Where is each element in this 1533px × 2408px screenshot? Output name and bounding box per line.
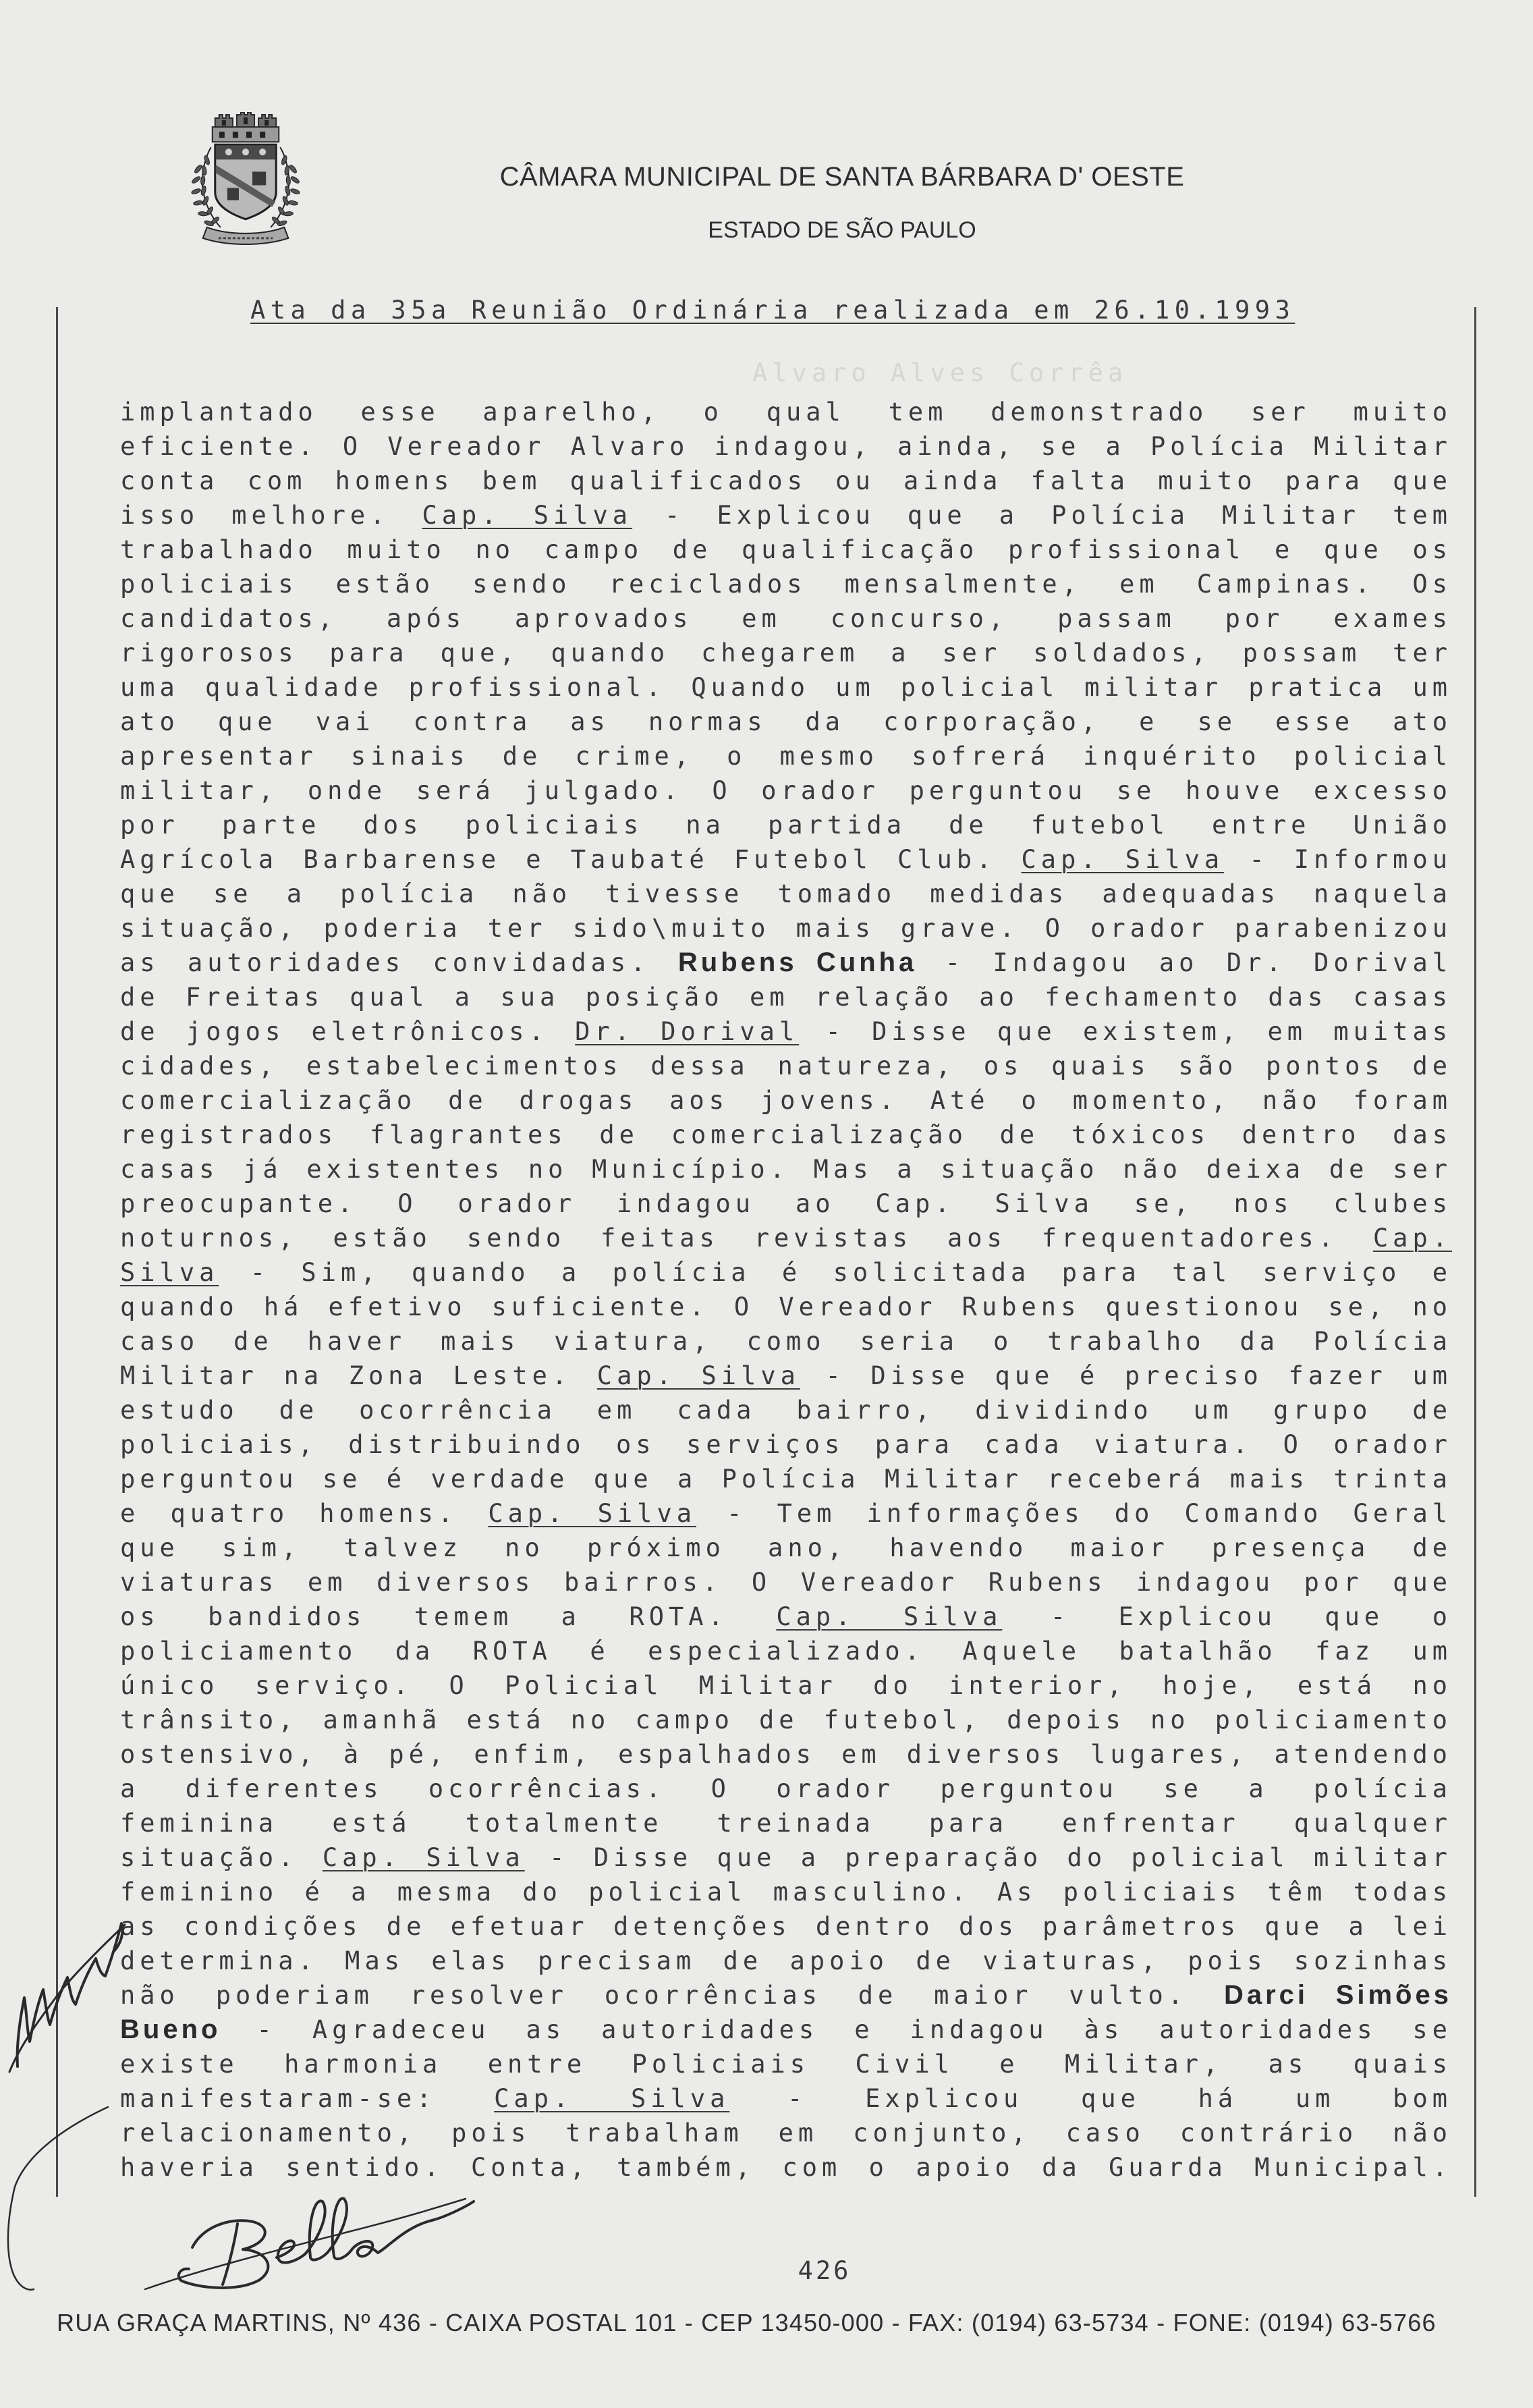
text-segment: - Informou	[1224, 845, 1452, 874]
text-segment: determina. Mas elas precisam de apoio de viaturas, pois sozinhas	[120, 1946, 1452, 1975]
state-name: ESTADO DE SÃO PAULO	[708, 217, 976, 243]
bold-speaker: Rubens Cunha	[677, 948, 918, 977]
text-segment: - Disse que existem, em muitas	[799, 1017, 1452, 1046]
underlined-speaker: Cap.	[1372, 1224, 1452, 1253]
text-line	[120, 1599, 1452, 1634]
text-segment: militar, onde será julgado. O orador perguntou se houve excesso	[120, 776, 1452, 805]
text-segment: as condições de efetuar detenções dentro dos parâmetros que a lei	[120, 1912, 1452, 1941]
text-segment: Militar na Zona Leste.	[120, 1361, 597, 1390]
text-line	[120, 2150, 1452, 2185]
text-segment: não poderiam resolver ocorrências de maior vulto.	[120, 1981, 1224, 2010]
text-line	[120, 1359, 1452, 1393]
text-segment: trabalhado muito no campo de qualificação profissional e que os	[120, 535, 1452, 564]
text-line	[120, 464, 1452, 498]
text-segment: rigorosos para que, quando chegarem a ser soldados, possam ter	[120, 638, 1452, 667]
text-line	[120, 498, 1452, 532]
text-line	[120, 739, 1452, 773]
text-line	[120, 705, 1452, 739]
text-line	[120, 1806, 1452, 1840]
text-segment: - Tem informações do Comando Geral	[696, 1499, 1452, 1528]
text-segment: comercialização de drogas aos jovens. Até o momento, não foram	[120, 1086, 1452, 1115]
text-segment: existe harmonia entre Policiais Civil e Militar, as quais	[120, 2050, 1452, 2079]
text-segment: feminina está totalmente treinada para enfrentar qualquer	[120, 1809, 1452, 1838]
text-segment: policiais, distribuindo os serviços para cada viatura. O orador	[120, 1430, 1452, 1459]
text-line	[120, 636, 1452, 670]
text-segment: haveria sentido. Conta, também, com o apoio da Guarda Municipal.	[120, 2153, 1452, 2182]
text-line	[120, 1118, 1452, 1152]
text-segment: noturnos, estão sendo feitas revistas aos frequentadores.	[120, 1224, 1373, 1253]
text-line	[120, 1427, 1452, 1462]
text-line	[120, 1944, 1452, 1978]
underlined-speaker: Cap. Silva	[494, 2084, 730, 2113]
text-segment: viaturas em diversos bairros. O Vereador Rubens indagou por que	[120, 1568, 1452, 1597]
text-line	[120, 1393, 1452, 1427]
text-segment: a diferentes ocorrências. O orador perguntou se a polícia	[120, 1774, 1452, 1803]
text-segment: policiamento da ROTA é especializado. Aquele batalhão faz um	[120, 1637, 1452, 1666]
text-line	[120, 1668, 1452, 1703]
text-segment: isso melhore.	[120, 501, 422, 530]
text-segment: ostensivo, à pé, enfim, espalhados em diversos lugares, atendendo	[120, 1740, 1452, 1769]
text-line	[120, 946, 1452, 980]
text-segment: que se a polícia não tivesse tomado medidas adequadas naquela	[120, 879, 1452, 908]
text-segment: - Agradeceu as autoridades e indagou às autoridades se	[221, 2015, 1452, 2044]
text-line	[120, 567, 1452, 601]
text-segment: - Indagou ao Dr. Dorival	[917, 948, 1452, 977]
page-number: 426	[798, 2256, 852, 2285]
text-line	[120, 1565, 1452, 1599]
left-margin-rule	[56, 307, 58, 2197]
text-segment: quando há efetivo suficiente. O Vereador Rubens questionou se, no	[120, 1292, 1452, 1321]
underlined-speaker: Cap. Silva	[596, 1361, 800, 1390]
text-line	[120, 1703, 1452, 1737]
text-segment: feminino é a mesma do policial masculino. As policiais têm todas	[120, 1878, 1452, 1907]
text-segment: apresentar sinais de crime, o mesmo sofrerá inquérito policial	[120, 742, 1452, 771]
text-segment: perguntou se é verdade que a Polícia Militar receberá mais trinta	[120, 1465, 1452, 1494]
text-segment: - Explicou que a Polícia Militar tem	[632, 501, 1452, 530]
text-line	[120, 1186, 1452, 1221]
text-line	[120, 808, 1452, 842]
text-line	[120, 1290, 1452, 1324]
text-segment: ato que vai contra as normas da corporação, e se esse ato	[120, 707, 1452, 736]
text-line	[120, 1255, 1452, 1290]
text-segment: relacionamento, pois trabalham em conjunto, caso contrário não	[120, 2118, 1452, 2147]
text-segment: as autoridades convidadas.	[120, 948, 678, 977]
text-segment: - Explicou que há um bom	[729, 2084, 1452, 2113]
page-title: Ata da 35a Reunião Ordinária realizada em 26.10.1993	[250, 296, 1295, 325]
text-line	[120, 2081, 1452, 2116]
footer-address: RUA GRAÇA MARTINS, Nº 436 - CAIXA POSTAL 101 - CEP 13450-000 - FAX: (0194) 63-5734 - FONE: (0194) 63-5766	[57, 2309, 1437, 2336]
text-line	[120, 601, 1452, 636]
text-segment: - Disse que é preciso fazer um	[800, 1361, 1452, 1390]
text-line	[120, 1014, 1452, 1049]
signature-bottom	[145, 2198, 474, 2289]
text-line	[120, 1909, 1452, 1944]
text-segment: policiais estão sendo reciclados mensalmente, em Campinas. Os	[120, 570, 1452, 599]
text-segment: estudo de ocorrência em cada bairro, dividindo um grupo de	[120, 1396, 1452, 1425]
text-segment: caso de haver mais viatura, como seria o trabalho da Polícia	[120, 1327, 1452, 1356]
text-segment: de jogos eletrônicos.	[120, 1017, 576, 1046]
text-segment: situação, poderia ter sido\muito mais grave. O orador parabenizou	[120, 914, 1452, 943]
bold-speaker: Darci Simões	[1223, 1980, 1452, 2010]
text-segment: manifestaram-se:	[120, 2084, 495, 2113]
underlined-speaker: Cap. Silva	[488, 1499, 697, 1528]
text-line	[120, 980, 1452, 1014]
right-margin-rule	[1474, 307, 1476, 2197]
underlined-speaker: Cap. Silva	[422, 501, 633, 530]
text-line	[120, 1531, 1452, 1565]
text-line	[120, 1152, 1452, 1186]
text-segment: - Sim, quando a polícia é solicitada para tal serviço e	[219, 1258, 1452, 1287]
text-segment: eficiente. O Vereador Alvaro indagou, ainda, se a Polícia Militar	[120, 432, 1452, 461]
text-segment: os bandidos temem a ROTA.	[120, 1602, 777, 1631]
text-line	[120, 2013, 1452, 2047]
text-segment: candidatos, após aprovados em concurso, passam por exames	[120, 604, 1452, 633]
text-line	[120, 532, 1452, 567]
text-segment: cidades, estabelecimentos dessa natureza, os quais são pontos de	[120, 1051, 1452, 1080]
institution-name: CÂMARA MUNICIPAL DE SANTA BÁRBARA D' OESTE	[499, 162, 1185, 192]
text-line	[120, 1221, 1452, 1255]
underlined-speaker: Cap. Silva	[322, 1843, 525, 1872]
text-line	[120, 1875, 1452, 1909]
text-segment: casas já existentes no Município. Mas a situação não deixa de ser	[120, 1155, 1452, 1184]
text-line	[120, 1083, 1452, 1118]
text-line	[120, 842, 1452, 877]
underlined-speaker: Silva	[120, 1258, 219, 1287]
text-segment: Agrícola Barbarense e Taubaté Futebol Club.	[120, 845, 1022, 874]
text-segment: situação.	[120, 1843, 323, 1872]
text-segment: por parte dos policiais na partida de futebol entre União	[120, 811, 1452, 840]
text-segment: uma qualidade profissional. Quando um policial militar pratica um	[120, 673, 1452, 702]
text-segment: único serviço. O Policial Militar do interior, hoje, está no	[120, 1671, 1452, 1700]
text-line	[120, 1049, 1452, 1083]
coat-of-arms-icon	[188, 112, 304, 251]
text-segment: de Freitas qual a sua posição em relação ao fechamento das casas	[120, 983, 1452, 1012]
text-segment: conta com homens bem qualificados ou ainda falta muito para que	[120, 466, 1452, 495]
text-line	[120, 1462, 1452, 1496]
text-line	[120, 773, 1452, 808]
bold-speaker: Bueno	[120, 2015, 221, 2044]
text-line	[120, 670, 1452, 705]
text-line	[120, 911, 1452, 946]
underlined-speaker: Cap. Silva	[1021, 845, 1225, 874]
text-line	[120, 1737, 1452, 1772]
text-line	[120, 429, 1452, 464]
text-segment: implantado esse aparelho, o qual tem demonstrado ser muito	[120, 398, 1452, 427]
signature-left-margin	[9, 1923, 125, 2072]
text-line	[120, 1978, 1452, 2013]
bleed-through-text: Alvaro Alves Corrêa	[752, 358, 1128, 387]
text-segment: que sim, talvez no próximo ano, havendo maior presença de	[120, 1533, 1452, 1562]
text-segment: preocupante. O orador indagou ao Cap. Silva se, nos clubes	[120, 1189, 1452, 1218]
text-segment: trânsito, amanhã está no campo de futebol, depois no policiamento	[120, 1705, 1452, 1734]
underlined-speaker: Dr. Dorival	[575, 1017, 800, 1046]
text-line	[120, 1634, 1452, 1668]
text-segment: - Explicou que o	[1002, 1602, 1452, 1631]
text-segment: - Disse que a preparação do policial militar	[524, 1843, 1452, 1872]
text-line	[120, 877, 1452, 911]
text-segment: registrados flagrantes de comercialização de tóxicos dentro das	[120, 1120, 1452, 1149]
text-line	[120, 1496, 1452, 1531]
minutes-body	[120, 395, 1452, 2185]
text-segment: e quatro homens.	[120, 1499, 489, 1528]
text-line	[120, 1324, 1452, 1359]
text-line	[120, 1840, 1452, 1875]
text-line	[120, 1772, 1452, 1806]
underlined-speaker: Cap. Silva	[776, 1602, 1003, 1631]
text-line	[120, 2116, 1452, 2150]
text-line	[120, 2047, 1452, 2081]
text-line	[120, 395, 1452, 429]
